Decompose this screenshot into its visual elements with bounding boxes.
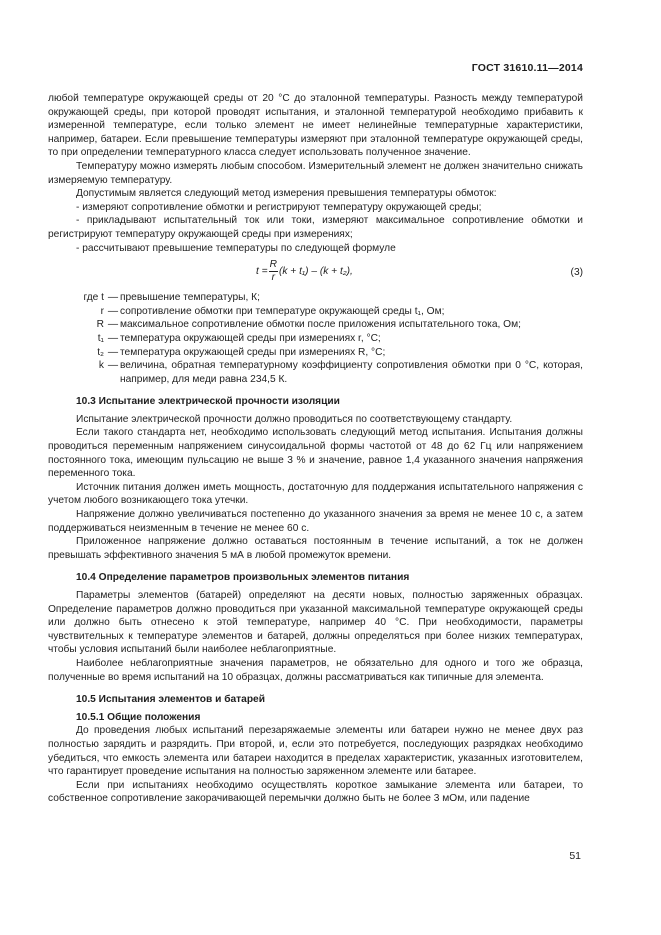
section-heading: 10.3 Испытание электрической прочности изоляции (76, 396, 340, 408)
list-item: - рассчитывают превышение температуры по следующей формуле (76, 242, 396, 254)
formula-fraction (269, 259, 278, 284)
formula-lhs: t = (256, 265, 268, 277)
formula-expression (256, 259, 353, 284)
definition-text: температура окружающей среды при измерениях R, °С; (120, 346, 386, 358)
definition-row (48, 291, 583, 305)
formula-denominator: r (271, 272, 275, 284)
definition-dash: — (107, 305, 119, 317)
definition-dash: — (107, 319, 119, 331)
formula-numerator: R (269, 259, 277, 271)
paragraph: Источник питания должен иметь мощность, достаточную для поддержания испытательного напряжения с учетом любого возникающего тока утечки. (48, 481, 583, 507)
paragraph: Если такого стандарта нет, необходимо использовать следующий метод испытания. Испытания должны проводиться переменным напряжением синусоидальной формы частотой от 48 до 62 Гц или напряжением постоянного тока, имеющим пульсацию не выше 3 % и значение, равное 1,4 указанного значения напряжения переменного тока. (48, 427, 583, 480)
definition-symbol: t₂ (97, 346, 104, 358)
definition-dash: — (107, 292, 119, 304)
definition-text: температура окружающей среды при измерениях r, °С; (120, 332, 381, 344)
definition-dash: — (107, 346, 119, 358)
paragraph: Напряжение должно увеличиваться постепенно до указанного значения за время не менее 10 с, а затем поддерживаться неизменным в течение не менее 60 с. (48, 509, 583, 534)
paragraph: любой температуре окружающей среды от 20 °С до эталонной температуры. Разность между температурой окружающей среды, при которой проводят испытания, и эталонной температурой необходимо прибавить к измеренной температуре, если только элемент не имеет нелинейные температурные характеристики, например, батареи. Если превышение температуры измеряют при эталонной температуре окружающей среды, то при определении температурного класса следует использовать полученное значение. (48, 93, 583, 159)
paragraph: Температуру можно измерять любым способом. Измерительный элемент не должен значительно снижать измеряемую температуру. (48, 160, 583, 186)
page-number: 51 (569, 850, 581, 862)
formula-3 (48, 255, 583, 289)
definition-row (48, 332, 583, 346)
definition-symbol: k (98, 360, 104, 372)
definition-text: сопротивление обмотки при температуре окружающей среды t₁, Ом; (120, 305, 445, 317)
formula-rhs: (k + t₁) – (k + t₂), (278, 265, 353, 277)
standard-header: ГОСТ 31610.11—2014 (471, 62, 583, 74)
list-item: - измеряют сопротивление обмотки и регистрируют температуру окружающей среды; (76, 201, 482, 213)
definition-symbol: R (96, 319, 104, 331)
definition-text: превышение температуры, К; (120, 292, 260, 304)
paragraph: Приложенное напряжение должно оставаться постоянным в течение испытаний, а ток не должен превышать эффективного значения 5 мА в любой промежуток времени. (48, 536, 583, 561)
definition-row (48, 318, 583, 332)
equation-number: (3) (570, 267, 583, 279)
definition-text: величина, обратная температурному коэффициенту сопротивления обмотки при 0 °С, которая, например, для меди равна 234,5 К. (120, 360, 583, 385)
definition-dash: — (107, 360, 119, 372)
subsection-heading: 10.5.1 Общие положения (76, 711, 201, 723)
definition-symbol: где t (83, 292, 104, 304)
definition-row (48, 305, 583, 319)
definition-symbol: t₁ (97, 332, 104, 344)
definition-row (48, 359, 583, 386)
paragraph: Если при испытаниях необходимо осуществлять короткое замыкание элемента или батареи, то собственное сопротивление закорачивающей перемычки должно быть не более 3 мОм, или падение (48, 779, 583, 805)
paragraph: Испытание электрической прочности должно проводиться по соответствующему стандарту. (76, 413, 513, 425)
paragraph: До проведения любых испытаний перезаряжаемые элементы или батареи нужно не менее двух раз полностью зарядить и разрядить. При второй, и, если это потребуется, последующих разрядках необходимо убедиться, что емкость элемента или батареи находится в пределах характеристик, указанных изготовителем, что гарантирует проведение испытания на полностью заряженном элементе или батарее. (48, 725, 583, 778)
list-item: - прикладывают испытательный ток или токи, измеряют максимальное сопротивление обмотки и регистрируют температуру окружающей среды при измерениях; (48, 215, 583, 240)
section-heading: 10.4 Определение параметров произвольных элементов питания (76, 572, 410, 584)
section-heading: 10.5 Испытания элементов и батарей (76, 694, 265, 706)
paragraph: Наиболее неблагоприятные значения параметров, не обязательно для одного и того же образца, полученные во время испытаний на 10 образцах, должны рассматриваться как типичные для элемента. (48, 657, 583, 683)
variable-definitions (48, 291, 583, 386)
definition-row (48, 346, 583, 360)
paragraph: Параметры элементов (батарей) определяют на десяти новых, полностью заряженных образцах. Определение параметров должно проводиться при указанной максимальной температуре окружающей среды или должно быть отнесено к этой температуре, например 40 °С. При необходимости, параметры чувствительных к температуре элементов и батарей, должны определяться при более низких температурах, чтобы условия испытаний были наиболее неблагоприятные. (48, 590, 583, 656)
document-body (48, 92, 583, 806)
definition-dash: — (107, 332, 119, 344)
definition-text: максимальное сопротивление обмотки после приложения испытательного тока, Ом; (120, 319, 521, 331)
definition-symbol: r (100, 305, 104, 317)
paragraph: Допустимым является следующий метод измерения превышения температуры обмоток: (76, 188, 497, 200)
